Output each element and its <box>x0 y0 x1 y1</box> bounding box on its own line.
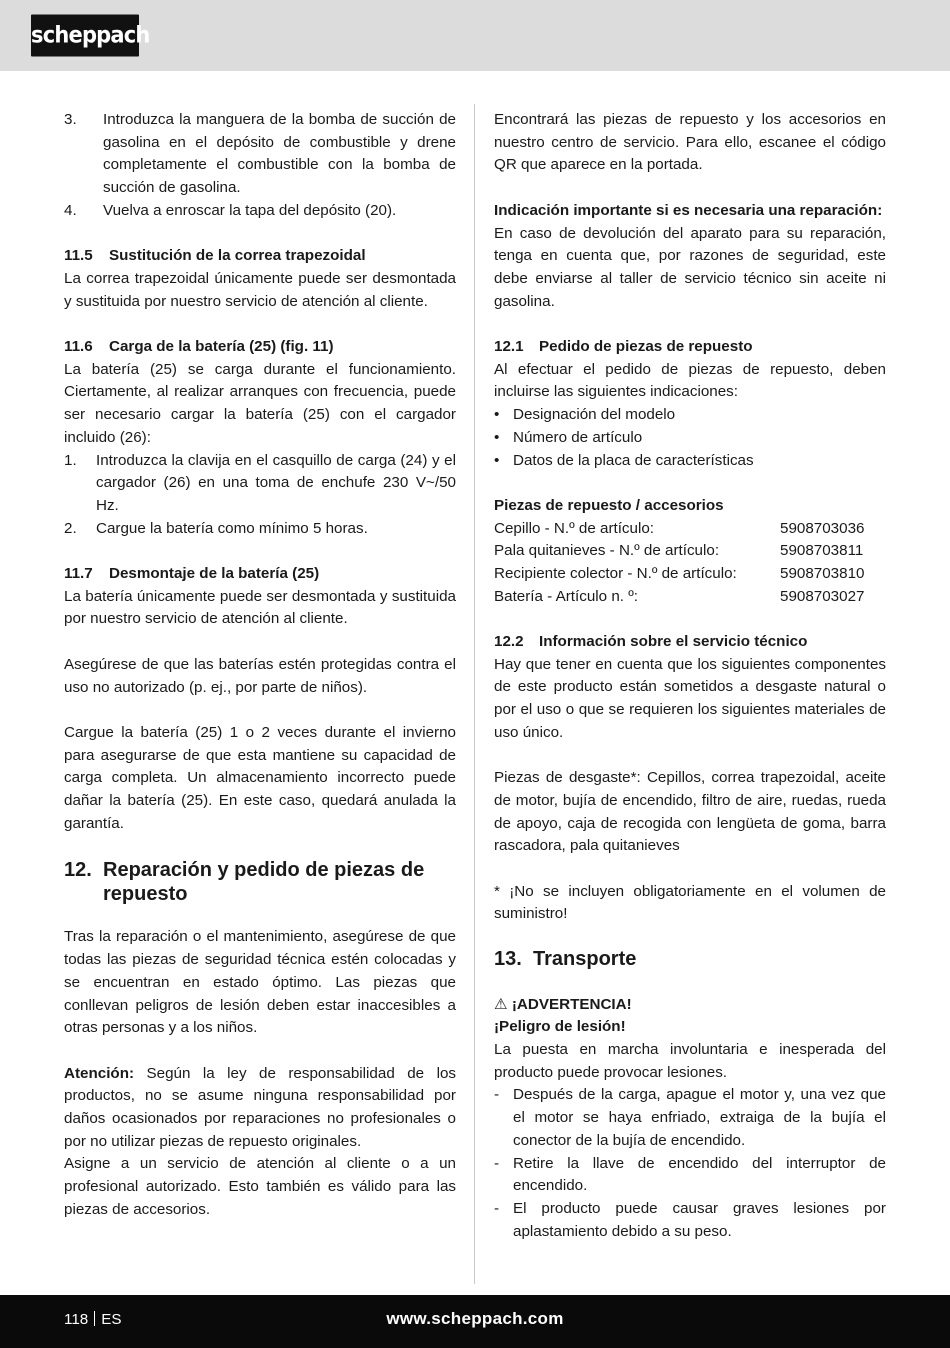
chapter-heading-12: 12. Reparación y pedido de piezas de repuesto <box>64 859 425 905</box>
section-body: La correa trapezoidal únicamente puede ser desmontada y sustituida por nuestro servicio de atención al cliente. <box>64 269 456 310</box>
table-row: Recipiente colector - N.º de artículo: 5908703810 <box>494 564 865 582</box>
attention-label: Atención: <box>64 1064 135 1082</box>
list-item: 1. Introduzca la clavija en el casquillo de carga (24) y el cargador (26) en una toma de enchufe 230 V~/50 Hz. <box>64 451 456 514</box>
repair-safety-paragraph: Tras la reparación o el mantenimiento, asegúrese de que todas las piezas de seguridad técnica estén colocadas y se encuentran en estado óptimo. Las piezas que conllevan peligros de lesión deben estar inaccesibles a otras personas y a los niños. <box>64 928 456 1037</box>
section-body: Hay que tener en cuenta que los siguientes componentes de este producto están sometidos a desgaste natural o por el uso o que se requieren los siguientes materiales de uso único. <box>494 655 886 741</box>
chapter-heading-13: 13. Transporte <box>494 948 637 971</box>
section-heading-12-1: 12.1 Pedido de piezas de repuesto <box>494 338 753 355</box>
section-heading-11-7: 11.7 Desmontaje de la batería (25) <box>64 565 320 583</box>
list-item: • Número de artículo <box>494 428 643 446</box>
order-info-list <box>494 404 886 472</box>
transport-warning-body: La puesta en marcha involuntaria e inesperada del producto puede provocar lesiones. <box>494 1041 886 1081</box>
list-item: 2. Cargue la batería como mínimo 5 horas. <box>64 519 368 537</box>
column-divider <box>474 104 475 1284</box>
list-item: - El producto puede causar graves lesiones por aplastamiento debido a su peso. <box>494 1199 886 1240</box>
spare-parts-intro: Encontrará las piezas de repuesto y los accesorios en nuestro centro de servicio. Para ello, escanee el código QR que aparece en la portada. <box>494 111 886 174</box>
repair-notice-body: En caso de devolución del aparato para su reparación, tenga en cuenta que, por razones de seguridad, este debe enviarse al taller de servicio técnico sin aceite ni gasolina. <box>494 224 886 310</box>
list-item: 3. Introduzca la manguera de la bomba de succión de gasolina en el depósito de combustible y drene completamente el combustible con la bomba de succión de gasolina. <box>64 111 456 197</box>
drain-steps-list <box>64 109 456 223</box>
winter-charging-paragraph: Cargue la batería (25) 1 o 2 veces durante el invierno para asegurarse de que esta mantiene su capacidad de carga completa. Un almacenamiento incorrecto puede dañar la batería (25). En este caso, quedará anulada la garantía. <box>64 723 456 832</box>
page-header <box>0 0 950 71</box>
danger-line: ¡Peligro de lesión! <box>494 1018 626 1036</box>
language-code: ES <box>101 1311 122 1328</box>
section-heading-11-5: 11.5 Sustitución de la correa trapezoidal <box>64 247 366 265</box>
parts-table-heading: Piezas de repuesto / accesorios <box>494 496 724 514</box>
repair-notice-heading: Indicación importante si es necesaria una reparación: <box>494 201 883 219</box>
left-column <box>64 109 456 1222</box>
liability-paragraph: Atención: Según la ley de responsabilidad de los productos, no se asume ninguna responsabilidad por daños ocasionados por reparaciones no profesionales o por no utilizar piezas de repuesto originales. <box>64 1064 456 1150</box>
list-item: - Retire la llave de encendido del interruptor de encendido. <box>494 1154 886 1195</box>
right-column <box>494 109 886 1243</box>
authorized-service-paragraph: Asigne a un servicio de atención al cliente o a un profesional autorizado. Esto también es válido para las piezas de accesorios. <box>64 1155 456 1218</box>
table-row: Cepillo - N.º de artículo: 5908703036 <box>494 519 865 537</box>
table-row: Pala quitanieves - N.º de artículo: 5908703811 <box>494 542 864 560</box>
brand-logo: scheppach <box>31 14 139 56</box>
page-footer <box>0 1295 950 1348</box>
table-row: Batería - Artículo n. º: 5908703027 <box>494 587 865 605</box>
battery-protection-paragraph: Asegúrese de que las baterías estén protegidas contra el uso no autorizado (p. ej., por parte de niños). <box>64 655 456 696</box>
section-body: La batería únicamente puede ser desmontada y sustituida por nuestro servicio de atención al cliente. <box>64 587 456 628</box>
section-heading-12-2: 12.2 Información sobre el servicio técnico <box>494 633 808 651</box>
charging-steps-list <box>64 450 456 541</box>
transport-instructions-list <box>494 1084 886 1243</box>
section-body: Al efectuar el pedido de piezas de repuesto, deben incluirse las siguientes indicaciones: <box>494 360 886 401</box>
list-item: • Designación del modelo <box>494 406 676 424</box>
list-item: - Después de la carga, apague el motor y, una vez que el motor se haya enfriado, extraiga de la bujía el conector de la bujía de encendido. <box>494 1086 886 1149</box>
section-body: La batería (25) se carga durante el funcionamiento. Ciertamente, al realizar arranques con frecuencia, puede ser necesario cargar la batería (25) con el cargador incluido (26): <box>64 360 456 446</box>
warning-triangle-icon: ⚠ <box>494 995 508 1013</box>
page-number: 118 ES <box>64 1311 122 1328</box>
list-item: • Datos de la placa de características <box>494 451 754 469</box>
parts-table <box>494 518 886 609</box>
list-item: 4. Vuelva a enroscar la tapa del depósito (20). <box>64 201 397 219</box>
footnote: * ¡No se incluyen obligatoriamente en el volumen de suministro! <box>494 882 886 923</box>
website-url: www.scheppach.com <box>386 1309 564 1328</box>
section-heading-11-6: 11.6 Carga de la batería (25) (fig. 11) <box>64 338 334 355</box>
warning-line: ⚠ ¡ADVERTENCIA! <box>494 995 632 1013</box>
wear-parts-paragraph: Piezas de desgaste*: Cepillos, correa trapezoidal, aceite de motor, bujía de encendido, filtro de aire, ruedas, rueda de apoyo, caja de recogida con lengüeta de goma, barra rascadora, pala quitanieves <box>494 769 886 855</box>
